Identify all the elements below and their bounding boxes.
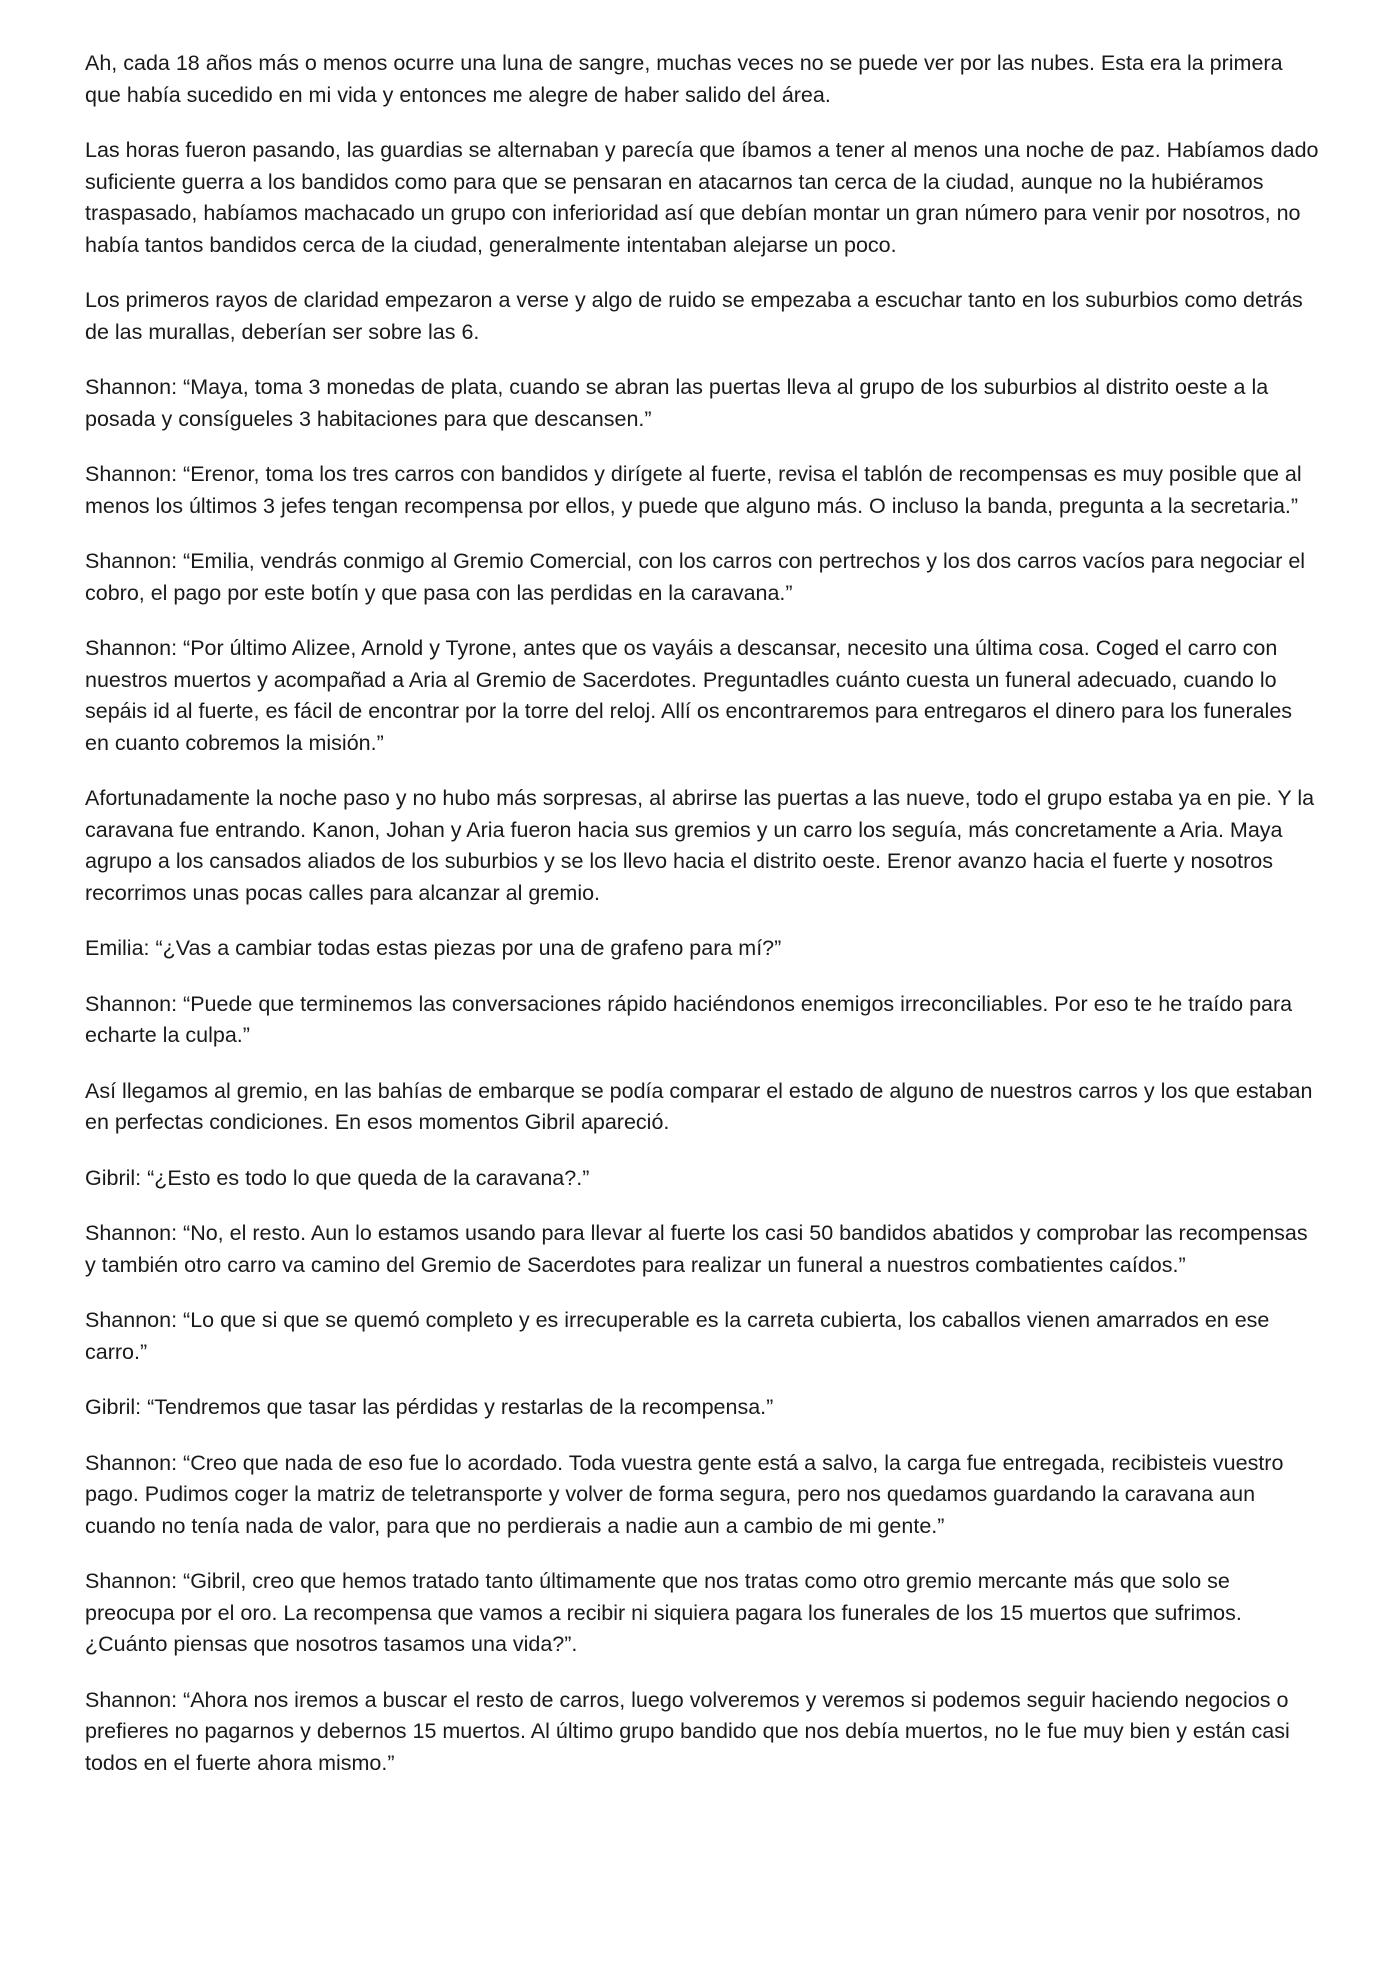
paragraph-8: Afortunadamente la noche paso y no hubo más sorpresas, al abrirse las puertas a las nueve, todo el grupo estaba ya en pie. Y la caravana fue entrando. Kanon, Johan y Aria fueron hacia sus gremios y un carro los seguía, más concretamente a Aria. Maya agrupo a los cansados aliados de los suburbios y se los llevo hacia el distrito oeste. Erenor avanzo hacia el fuerte y nosotros recorrimos unas pocas calles para alcanzar al gremio. <box>85 786 1315 905</box>
paragraph-4: Shannon: “Maya, toma 3 monedas de plata, cuando se abran las puertas lleva al grupo de los suburbios al distrito oeste a la posada y consígueles 3 habitaciones para que descansen.” <box>85 375 1269 431</box>
paragraph-2: Las horas fueron pasando, las guardias se alternaban y parecía que íbamos a tener al menos una noche de paz. Habíamos dado suficiente guerra a los bandidos como para que se pensaran en atacarnos tan cerca de la ciudad, aunque no la hubiéramos traspasado, habíamos machacado un grupo con inferioridad así que debían montar un gran número para venir por nosotros, no había tantos bandidos cerca de la ciudad, generalmente intentaban alejarse un poco. <box>85 138 1319 257</box>
paragraph-6: Shannon: “Emilia, vendrás conmigo al Gremio Comercial, con los carros con pertrechos y los dos carros vacíos para negociar el cobro, el pago por este botín y que pasa con las perdidas en la caravana.” <box>85 549 1306 605</box>
paragraph-9: Emilia: “¿Vas a cambiar todas estas piezas por una de grafeno para mí?” <box>85 936 782 960</box>
paragraph-7: Shannon: “Por último Alizee, Arnold y Tyrone, antes que os vayáis a descansar, necesito una última cosa. Coged el carro con nuestros muertos y acompañad a Aria al Gremio de Sacerdotes. Preguntadles cuánto cuesta un funeral adecuado, cuando lo sepáis id al fuerte, es fácil de encontrar por la torre del reloj. Allí os encontraremos para entregaros el dinero para los funerales en cuanto cobremos la misión.” <box>85 636 1293 755</box>
paragraph-13: Shannon: “No, el resto. Aun lo estamos usando para llevar al fuerte los casi 50 bandidos abatidos y comprobar las recompensas y también otro carro va camino del Gremio de Sacerdotes para realizar un funeral a nuestros combatientes caídos.” <box>85 1221 1308 1277</box>
paragraph-16: Shannon: “Creo que nada de eso fue lo acordado. Toda vuestra gente está a salvo, la carga fue entregada, recibisteis vuestro pago. Pudimos coger la matriz de teletransporte y volver de forma segura, pero nos quedamos guardando la caravana aun cuando no tenía nada de valor, para que no perdierais a nadie aun a cambio de mi gente.” <box>85 1450 1284 1538</box>
paragraph-15: Gibril: “Tendremos que tasar las pérdidas y restarlas de la recompensa.” <box>85 1395 774 1419</box>
paragraph-18: Shannon: “Ahora nos iremos a buscar el resto de carros, luego volveremos y veremos si podemos seguir haciendo negocios o prefieres no pagarnos y debernos 15 muertos. Al último grupo bandido que nos debía muertos, no le fue muy bien y están casi todos en el fuerte ahora mismo.” <box>85 1687 1290 1775</box>
paragraph-12: Gibril: “¿Esto es todo lo que queda de la caravana?.” <box>85 1165 590 1190</box>
paragraph-10: Shannon: “Puede que terminemos las conversaciones rápido haciéndonos enemigos irreconciliables. Por eso te he traído para echarte la culpa.” <box>85 991 1293 1047</box>
paragraph-17: Shannon: “Gibril, creo que hemos tratado tanto últimamente que nos tratas como otro gremio mercante más que solo se preocupa por el oro. La recompensa que vamos a recibir ni siquiera pagara los funerales de los 15 muertos que sufrimos. ¿Cuánto piensas que nosotros tasamos una vida?”. <box>85 1569 1242 1656</box>
paragraph-5: Shannon: “Erenor, toma los tres carros con bandidos y dirígete al fuerte, revisa el tablón de recompensas es muy posible que al menos los últimos 3 jefes tengan recompensa por ellos, y puede que alguno más. O incluso la banda, pregunta a la secretaria.” <box>85 462 1302 518</box>
paragraph-11: Así llegamos al gremio, en las bahías de embarque se podía comparar el estado de alguno de nuestros carros y los que estaban en perfectas condiciones. En esos momentos Gibril apareció. <box>85 1078 1313 1134</box>
paragraph-3: Los primeros rayos de claridad empezaron a verse y algo de ruido se empezaba a escuchar tanto en los suburbios como detrás de las murallas, deberían ser sobre las 6. <box>85 288 1303 344</box>
paragraph-14: Shannon: “Lo que si que se quemó completo y es irrecuperable es la carreta cubierta, los caballos vienen amarrados en ese carro.” <box>85 1308 1270 1364</box>
paragraph-1: Ah, cada 18 años más o menos ocurre una luna de sangre, muchas veces no se puede ver por las nubes. Esta era la primera que había sucedido en mi vida y entonces me alegre de haber salido del área. <box>85 51 1283 107</box>
